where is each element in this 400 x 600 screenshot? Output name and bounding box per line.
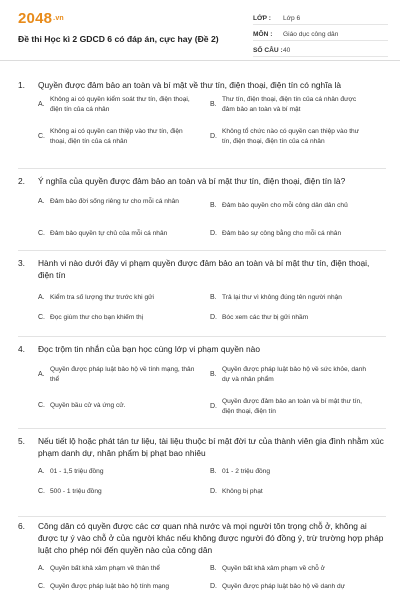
option-text: Quyền bất khả xâm phạm về thân thể (50, 565, 160, 572)
info-row-lop (253, 12, 388, 25)
option-text: Kiểm tra số lượng thư trước khi gửi (50, 294, 154, 301)
option-d[interactable] (210, 487, 368, 497)
option-b[interactable] (210, 201, 368, 211)
option-text: 01 - 1,5 triệu đồng (50, 468, 104, 475)
question-text-row (18, 435, 386, 459)
question-text-row (18, 520, 386, 556)
mon-label: MÔN : (253, 30, 273, 38)
option-letter: D. (210, 314, 217, 321)
question-number: 2. (18, 176, 25, 186)
question-text-row (18, 79, 386, 91)
option-a[interactable] (38, 365, 196, 384)
info-row-mon (253, 28, 388, 41)
question-number: 5. (18, 436, 25, 446)
answer-options (38, 359, 386, 421)
option-text: Đảm bảo sự công bằng cho mỗi cá nhân (222, 230, 342, 237)
option-c[interactable] (38, 127, 196, 146)
option-letter: C. (38, 230, 45, 237)
option-letter: A. (38, 198, 45, 205)
answer-options (38, 95, 386, 157)
option-d[interactable] (210, 397, 368, 416)
question-5 (18, 435, 386, 503)
question-text: Công dân có quyền được các cơ quan nhà nước và mọi người tôn trọng chỗ ở, không ai được tự ý vào chỗ ở của người khác nếu không được người đó đồng ý, trừ trường hợp pháp luật cho phép nói đến quyền nào của công dân (38, 521, 384, 555)
option-c[interactable] (38, 582, 196, 592)
option-letter: D. (210, 583, 217, 590)
option-letter: C. (38, 132, 45, 140)
header (0, 0, 400, 61)
logo-suffix: .vn (53, 15, 64, 22)
answer-options (38, 463, 386, 503)
info-row-socau (253, 44, 388, 57)
option-text: Trả lại thư vì không đúng tên người nhận (222, 294, 342, 301)
option-c[interactable] (38, 487, 196, 497)
option-text: 01 - 2 triệu đồng (222, 468, 271, 475)
option-text: Quyền được đảm bảo an toàn và bí mật thư tín, điện thoại, điện tín (222, 398, 362, 415)
option-text: Đảm bảo đời sống riêng tư cho mỗi cá nhân (50, 198, 179, 205)
answer-options (38, 191, 386, 241)
logo-text: 2048 (18, 10, 53, 27)
question-number: 4. (18, 344, 25, 354)
option-a[interactable] (38, 293, 196, 303)
question-text: Nếu tiết lộ hoặc phát tán tư liệu, tài liệu thuộc bí mật đời tư của thành viên gia đình nhằm xúc phạm danh dự, nhân phẩm bị phạt bao nhiêu (38, 436, 384, 458)
option-a[interactable] (38, 197, 196, 207)
option-d[interactable] (210, 582, 368, 592)
option-text: Đảm bảo quyền tự chủ của mỗi cá nhân (50, 230, 168, 237)
question-text: Hành vi nào dưới đây vi phạm quyền được đảm bảo an toàn và bí mật thư tín, điện thoại, điện tín (38, 258, 370, 280)
option-text: Quyền bất khả xâm phạm về chỗ ở (222, 565, 325, 572)
option-d[interactable] (210, 229, 368, 239)
question-text: Đọc trộm tin nhắn của bạn học cùng lớp vi phạm quyền nào (38, 344, 260, 354)
option-text: Đọc giùm thư cho bạn khiếm thị (50, 314, 144, 321)
question-number: 1. (18, 80, 25, 90)
option-letter: D. (210, 132, 217, 140)
option-text: Quyền được pháp luật bảo hộ tính mạng (50, 583, 170, 590)
mon-value: Giáo dục công dân (283, 30, 339, 38)
option-b[interactable] (210, 564, 368, 574)
option-text: Quyền được pháp luật bảo hộ về sức khỏe, danh dự và nhân phẩm (222, 366, 367, 383)
question-3 (18, 257, 386, 325)
option-letter: A. (38, 294, 45, 301)
option-c[interactable] (38, 313, 196, 323)
question-number: 6. (18, 521, 25, 531)
option-a[interactable] (38, 95, 196, 114)
option-letter: B. (210, 468, 217, 475)
option-text: Quyền được pháp luật bảo hộ về danh dự (222, 583, 346, 590)
option-text: Bóc xem các thư bị gửi nhầm (222, 314, 309, 321)
divider (18, 168, 386, 169)
option-text: Quyền được pháp luật bảo hộ về tính mạng, thân thể (50, 366, 195, 383)
option-text: Không ai có quyền kiểm soát thư tín, điện thoại, điện tín của cá nhân (50, 96, 190, 113)
option-letter: B. (210, 565, 217, 572)
question-number: 3. (18, 258, 25, 268)
divider (18, 336, 386, 337)
option-text: Không ai có quyền can thiệp vào thư tín, điện thoại, điện tín của cá nhân (50, 128, 183, 145)
lop-value: Lớp 6 (283, 14, 301, 22)
site-logo[interactable] (18, 10, 64, 27)
option-b[interactable] (210, 467, 368, 477)
divider (18, 428, 386, 429)
option-a[interactable] (38, 467, 196, 477)
question-4 (18, 343, 386, 421)
divider (18, 250, 386, 251)
option-letter: B. (210, 202, 217, 209)
option-a[interactable] (38, 564, 196, 574)
question-2 (18, 175, 386, 241)
option-letter: B. (210, 294, 217, 301)
option-letter: A. (38, 565, 45, 572)
question-text-row (18, 257, 386, 281)
option-b[interactable] (210, 293, 368, 303)
question-1 (18, 79, 386, 157)
option-letter: C. (38, 583, 45, 590)
option-letter: C. (38, 314, 45, 321)
option-letter: A. (38, 468, 45, 475)
option-text: Đảm bảo quyền cho mỗi công dân dân chủ (222, 202, 348, 209)
option-text: Không tổ chức nào có quyền can thiệp vào thư tín, điện thoại, điện tín của cá nhân (222, 128, 360, 145)
option-letter: B. (210, 100, 217, 108)
option-letter: D. (210, 488, 217, 495)
option-letter: D. (210, 230, 217, 237)
question-text: Ý nghĩa của quyền được đảm bảo an toàn và bí mật thư tín, điện thoại, điện tín là? (38, 176, 346, 186)
exam-title: Đề thi Học kì 2 GDCD 6 có đáp án, cực hay (Đề 2) (18, 34, 219, 44)
option-text: Quyền bầu cử và ứng cử. (50, 402, 126, 409)
question-6 (18, 520, 386, 600)
option-letter: A. (38, 100, 45, 108)
option-b[interactable] (210, 95, 368, 114)
option-c[interactable] (38, 401, 196, 411)
question-text: Quyền được đảm bảo an toàn và bí mật về thư tín, điện thoại, điện tín có nghĩa là (38, 80, 342, 90)
lop-label: LỚP : (253, 14, 271, 22)
option-letter: B. (210, 370, 217, 378)
exam-info-box (253, 12, 388, 60)
option-text: Không bị phạt (222, 488, 263, 495)
divider (18, 516, 386, 517)
option-c[interactable] (38, 229, 196, 239)
question-text-row (18, 343, 386, 355)
option-text: Thư tín, điện thoại, điện tín của cá nhân được đảm bảo an toàn và bí mật (222, 96, 357, 113)
option-b[interactable] (210, 365, 368, 384)
socau-value: 40 (283, 46, 291, 54)
option-text: 500 - 1 triệu đồng (50, 488, 102, 495)
option-d[interactable] (210, 313, 368, 323)
question-text-row (18, 175, 386, 187)
answer-options (38, 285, 386, 325)
option-d[interactable] (210, 127, 368, 146)
option-letter: C. (38, 402, 45, 409)
option-letter: C. (38, 488, 45, 495)
answer-options (38, 560, 386, 600)
option-letter: D. (210, 402, 217, 410)
socau-label: SỐ CÂU : (253, 46, 283, 54)
option-letter: A. (38, 370, 45, 378)
